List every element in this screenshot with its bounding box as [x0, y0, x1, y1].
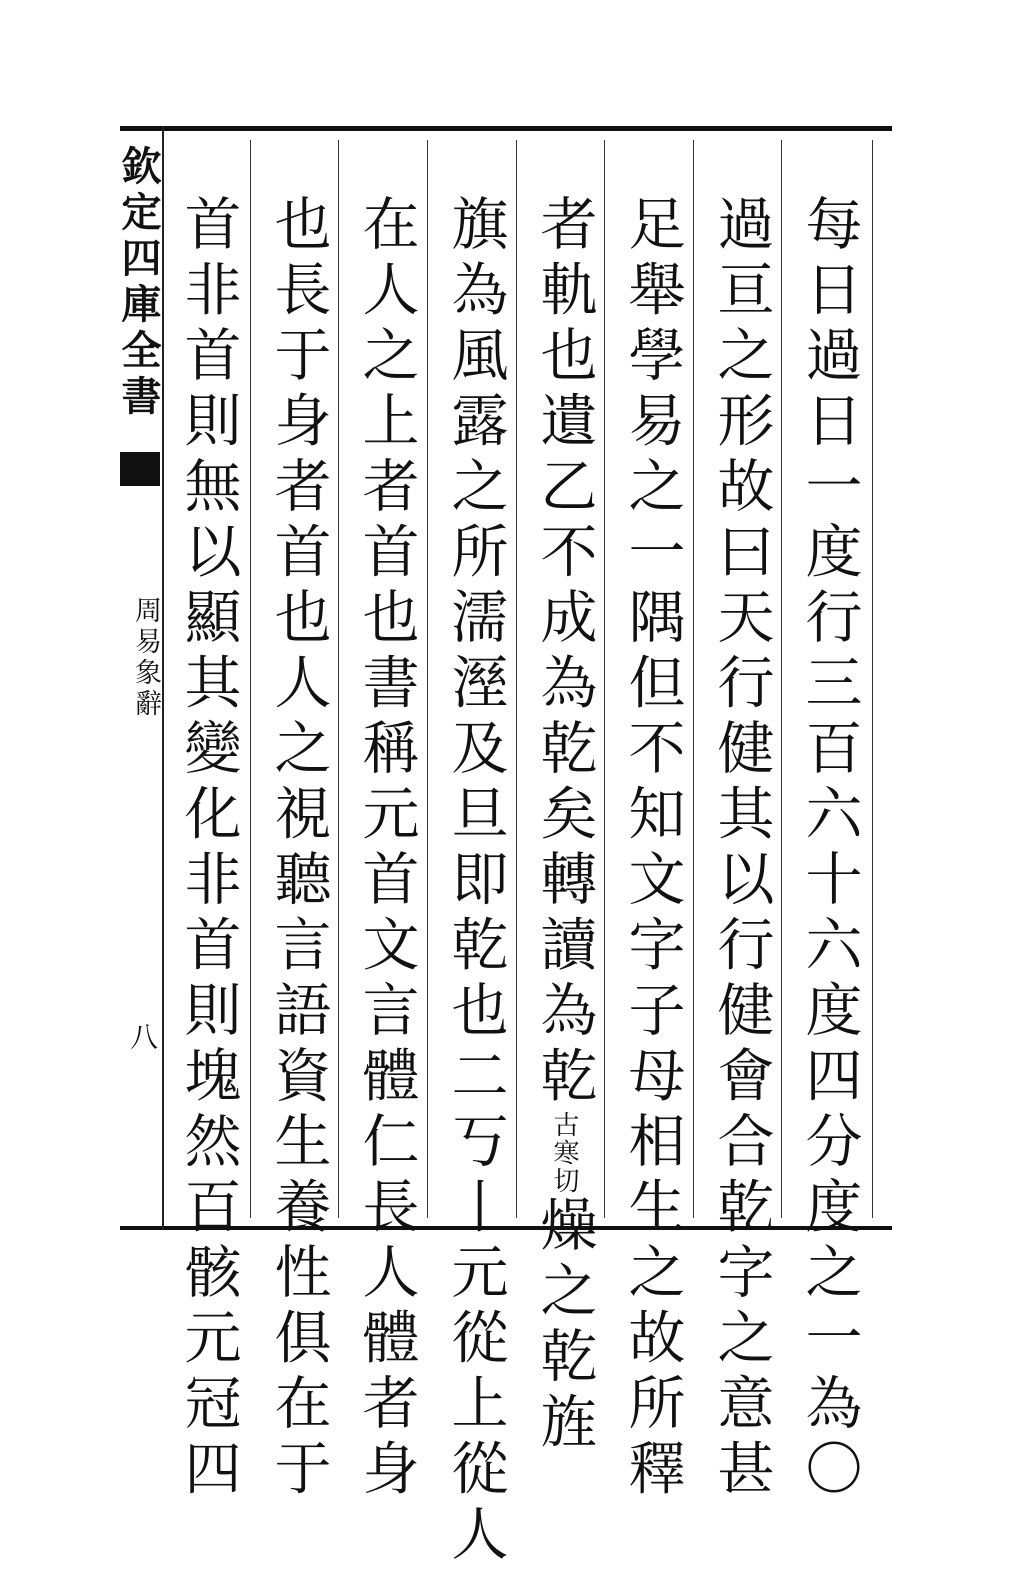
- column-text: 也長于身者首也人之視聽言語資生養性俱在于: [265, 194, 331, 1504]
- text-column-3: [614, 194, 690, 1504]
- circle-mark: 〇: [796, 1438, 862, 1504]
- column-rule: [250, 140, 251, 1218]
- column-text: 燥之乾旌: [531, 1195, 597, 1457]
- text-column-1: [791, 194, 867, 1504]
- column-rule: [781, 140, 782, 1218]
- text-column-4: [526, 194, 602, 1457]
- text-column-5: [437, 194, 513, 1570]
- text-column-8: [170, 194, 246, 1504]
- column-rule: [604, 140, 605, 1218]
- column-text: 者軌也遺乙不成為乾矣轉讀為乾: [531, 194, 597, 1111]
- column-text: 首非首則無以顯其變化非首則塊然百骸元冠四: [175, 194, 241, 1504]
- column-rule: [427, 140, 428, 1218]
- column-rule: [338, 140, 339, 1218]
- column-text: 在人之上者首也書稱元首文言體仁長人體者身: [353, 194, 419, 1504]
- collection-title: 欽定四庫全書: [115, 145, 162, 421]
- column-rule: [516, 140, 517, 1218]
- column-text: 旗為風露之所濡溼及旦即乾也二丂丨元從上從人: [442, 194, 508, 1570]
- annotation-note: 古寒切: [549, 1111, 579, 1195]
- column-rule: [872, 140, 873, 1218]
- column-text: 過亘之形故曰天行健其以行健會合乾字之意甚: [708, 194, 774, 1504]
- page-number: 八: [126, 1022, 159, 1050]
- column-rule: [693, 140, 694, 1218]
- text-column-7: [260, 194, 336, 1504]
- text-column-6: [348, 194, 424, 1504]
- text-column-2: [703, 194, 779, 1504]
- column-text: 每日過日一度行三百六十六度四分度之一為: [796, 194, 862, 1439]
- fishtail-mark: [120, 452, 160, 486]
- column-text: 足舉學易之一隅但不知文字子母相生之故所釋: [619, 194, 685, 1504]
- book-title: 周易象辭: [130, 596, 161, 720]
